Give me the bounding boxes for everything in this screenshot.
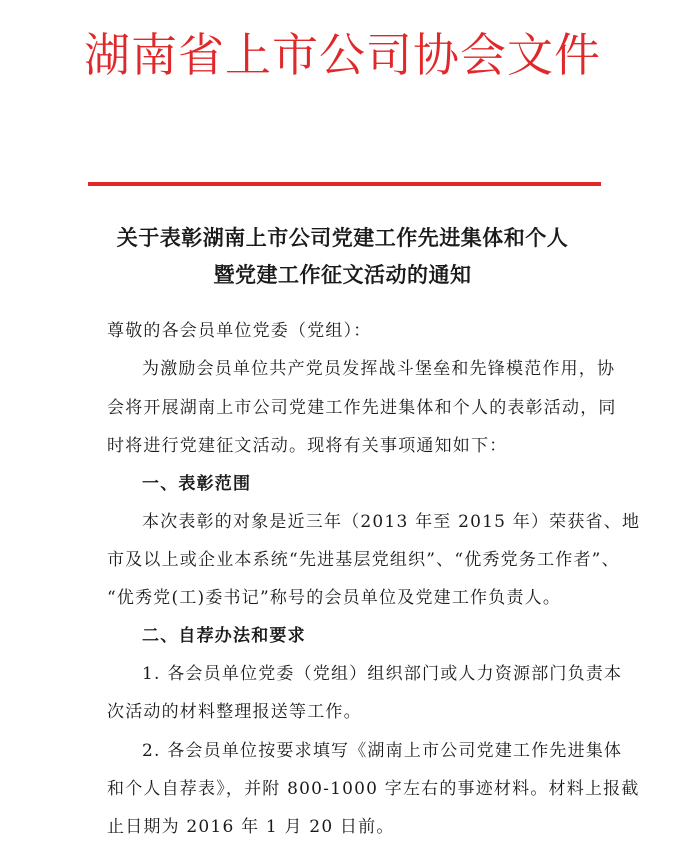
paragraph-1-line-1: 为激励会员单位共产党员发挥战斗堡垒和先锋模范作用，协 [142, 359, 616, 379]
document-header-title: 湖南省上市公司协会文件 [84, 28, 601, 82]
section-1-text-line-3: “优秀党(工)委书记”称号的会员单位及党建工作负责人。 [107, 588, 562, 608]
salutation: 尊敬的各会员单位党委（党组）： [107, 321, 372, 341]
red-header-rule [88, 182, 601, 186]
section-2-heading: 二、自荐办法和要求 [142, 626, 306, 646]
notice-title-line-1: 关于表彰湖南上市公司党建工作先进集体和个人 [116, 225, 569, 250]
item-2-line-3: 止日期为 2016 年 1 月 20 日前。 [107, 817, 395, 837]
section-1-heading: 一、表彰范围 [142, 474, 252, 494]
notice-title-line-2: 暨党建工作征文活动的通知 [213, 262, 472, 287]
paragraph-1-line-3: 时将进行党建征文活动。现将有关事项通知如下： [107, 436, 508, 456]
item-1-line-1: 1. 各会员单位党委（党组）组织部门或人力资源部门负责本 [142, 664, 623, 684]
item-1-line-2: 次活动的材料整理报送等工作。 [107, 702, 362, 722]
section-1-text-line-2: 市及以上或企业本系统“先进基层党组织”、“优秀党务工作者”、 [107, 550, 620, 570]
item-2-line-1: 2. 各会员单位按要求填写《湖南上市公司党建工作先进集体 [142, 741, 623, 761]
item-2-line-2: 和个人自荐表》，并附 800-1000 字左右的事迹材料。材料上报截 [107, 779, 640, 799]
section-1-text-line-1: 本次表彰的对象是近三年（2013 年至 2015 年）荣获省、地 [142, 512, 641, 532]
paragraph-1-line-2: 会将开展湖南上市公司党建工作先进集体和个人的表彰活动，同 [107, 398, 617, 418]
